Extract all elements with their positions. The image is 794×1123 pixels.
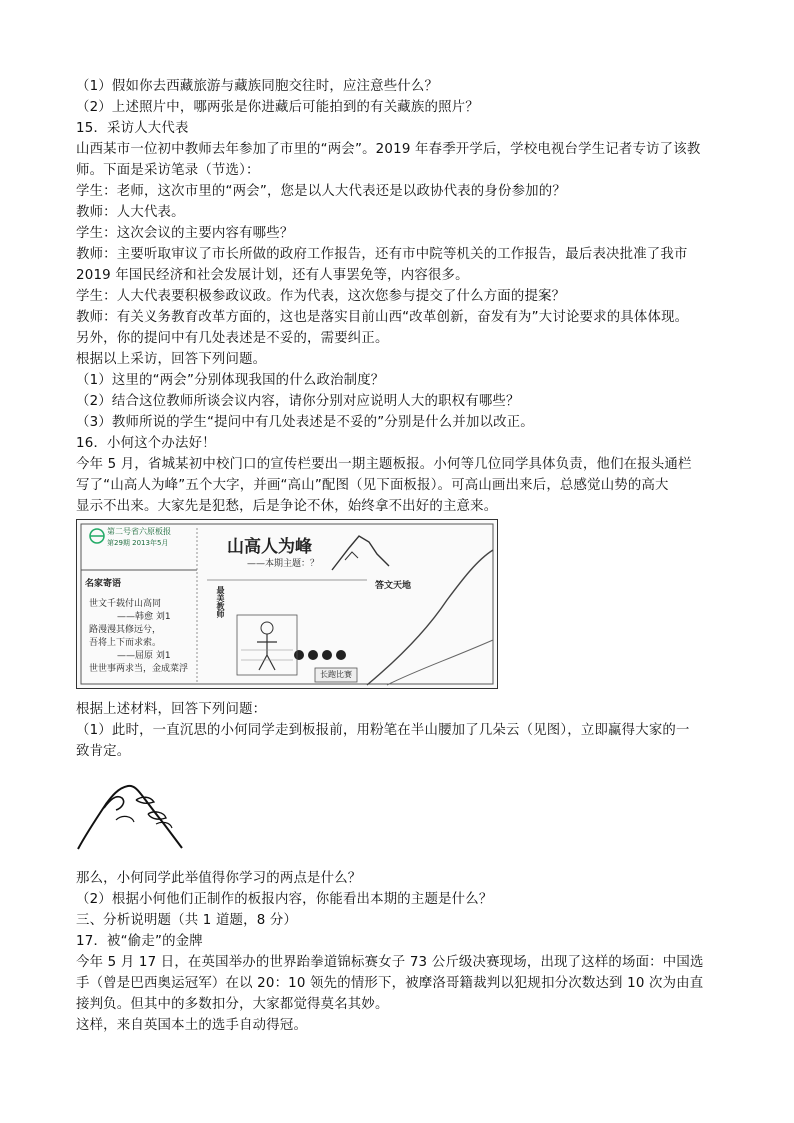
dialogue-line: 2019 年国民经济和社会发展计划，还有人事罢免等，内容很多。 (76, 268, 469, 283)
board-right-section-title: 答文天地 (375, 581, 412, 591)
board-subline: ——本期主题：？ (247, 559, 320, 569)
section-heading: 17．被“偷走”的金牌 (76, 934, 203, 949)
blackboard-newspaper-image (76, 519, 498, 689)
section-heading: 16．小何这个办法好！ (76, 436, 216, 451)
dialogue-line: 教师：主要听取审议了市长所做的政府工作报告，还有市中院等机关的工作报告，最后表决批准了我市 (76, 247, 688, 262)
paragraph-line: 根据以上采访，回答下列问题。 (76, 352, 267, 367)
paragraph-line: 手（曾是巴西奥运冠军）在以 20：10 领先的情形下，被摩洛哥籍裁判以犯规扣分次数达到 10 次为由直 (76, 976, 704, 991)
dialogue-line: 另外，你的提问中有几处表述是不妥的，需要纠正。 (76, 331, 389, 346)
board-bottom-label: 长跑比赛 (320, 670, 352, 679)
question-line: （1）假如你去西藏旅游与藏族同胞交往时，应注意些什么？ (76, 79, 439, 94)
paragraph-line: 这样，来自英国本土的选手自动得冠。 (76, 1018, 308, 1033)
paragraph-line: 显示不出来。大家先是犯愁，后是争论不休，始终拿不出好的主意来。 (76, 499, 498, 514)
section-heading: 15．采访人大代表 (76, 121, 189, 136)
paragraph-line: 接判负。但其中的多数扣分，大家都觉得莫名其妙。 (76, 997, 389, 1012)
board-left-text: 世世事两求当，金成菜浮 (89, 664, 189, 674)
question-line: （2）结合这位教师所谈会议内容，请你分别对应说明人大的职权有哪些？ (76, 394, 520, 409)
paragraph-line: 根据上述材料，回答下列问题： (76, 702, 267, 717)
paragraph-line: 山西某市一位初中教师去年参加了市里的“两会”。2019 年春季开学后，学校电视台学生记者专访了该教 (76, 142, 701, 157)
board-left-text: 路漫漫其修远兮， (89, 625, 162, 635)
section-heading: 三、分析说明题（共 1 道题，8 分） (76, 913, 298, 928)
dialogue-line: 教师：有关义务教育改革方面的，这也是落实目前山西“改革创新，奋发有为”大讨论要求的具体体现。 (76, 310, 689, 325)
board-mid-section-title: 最美教师 (216, 586, 225, 618)
question-line: （2）上述照片中，哪两张是你进藏后可能拍到的有关藏族的照片？ (76, 100, 479, 115)
paragraph-line: 今年 5 月 17 日，在英国举办的世界跆拳道锦标赛女子 73 公斤级决赛现场，出现了这样的场面：中国选 (76, 955, 704, 970)
paragraph-line: 今年 5 月，省城某初中校门口的宣传栏要出一期主题板报。小何等几位同学具体负责，他们在报头通栏 (76, 457, 692, 472)
mountain-icon (76, 774, 186, 854)
dialogue-line: 学生：人大代表要积极参政议政。作为代表，这次您参与提交了什么方面的提案？ (76, 289, 566, 304)
board-left-text: ——韩愈 刘1 (117, 612, 171, 622)
board-left-text: 世文千载付山高同 (89, 599, 162, 609)
board-masthead-title: 第二号省六原板报 (107, 527, 171, 536)
question-line: （3）教师所说的学生“提问中有几处表述是不妥的”分别是什么并加以改正。 (76, 415, 534, 430)
question-line: （2）根据小何他们正制作的板报内容，你能看出本期的主题是什么？ (76, 892, 493, 907)
dialogue-line: 学生：这次会议的主要内容有哪些？ (76, 226, 294, 241)
question-line: 那么，小何同学此举值得你学习的两点是什么？ (76, 871, 362, 886)
paragraph-line: 师。下面是采访笔录（节选）： (76, 163, 260, 178)
mountain-with-clouds-image (76, 774, 186, 854)
question-line: （1）此时，一直沉思的小何同学走到板报前，用粉笔在半山腰加了几朵云（见图），立即赢得大家的一 (76, 723, 690, 738)
dialogue-line: 教师：人大代表。 (76, 205, 185, 220)
question-line: （1）这里的“两会”分别体现我国的什么政治制度？ (76, 373, 385, 388)
board-left-text: 吾将上下而求索。 (89, 638, 162, 648)
board-left-text: ——屈原 刘1 (117, 651, 171, 661)
board-masthead-subtitle: 第29期 2013年5月 (107, 539, 169, 547)
dialogue-line: 学生：老师，这次市里的“两会”，您是以人大代表还是以政协代表的身份参加的？ (76, 184, 566, 199)
board-headline: 山高人为峰 (227, 537, 312, 557)
paragraph-line: 写了“山高人为峰”五个大字，并画“高山”配图（见下面板报）。可高山画出来后，总感觉山势的高大 (76, 478, 669, 493)
board-left-section-title: 名家寄语 (85, 579, 122, 589)
question-line: 致肯定。 (76, 744, 131, 759)
